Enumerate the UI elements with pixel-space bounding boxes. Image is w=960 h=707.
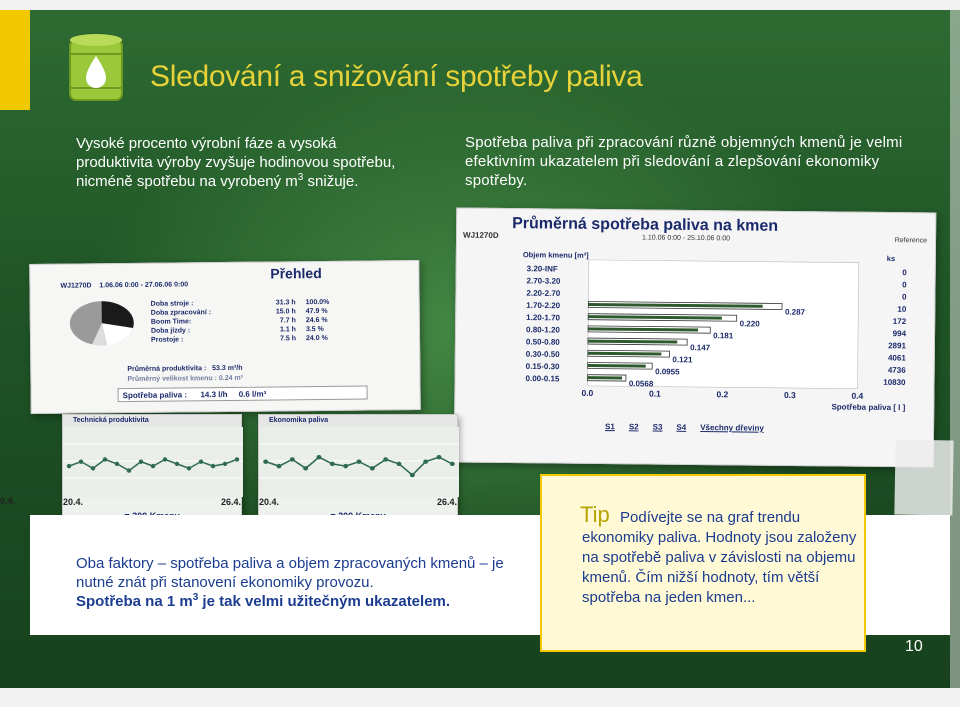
overview-fuel-m3: 0.6 l/m³ (238, 389, 267, 399)
avg-chart-plot (517, 249, 919, 423)
tech-point (139, 459, 143, 463)
econ-chart-title: Ekonomika paliva (259, 415, 457, 427)
econ-point (383, 457, 388, 461)
avg-x-tick: 0.1 (648, 388, 661, 399)
avg-category-label: 0.15-0.30 (525, 361, 560, 372)
avg-legend-item[interactable]: S4 (676, 422, 687, 432)
avg-category-label: 0.00-0.15 (525, 374, 560, 384)
tech-point (151, 464, 155, 468)
avg-ks-value: 994 (892, 329, 907, 339)
overview-row-value: 7.5 h (280, 335, 297, 343)
avg-category-label: 0.30-0.50 (525, 349, 560, 359)
avg-category-label: 2.70-3.20 (526, 276, 561, 286)
econ-point (370, 466, 375, 470)
econ-chart-plot (259, 427, 459, 497)
econ-point (330, 462, 335, 466)
tip-box (540, 474, 866, 652)
overview-machine: WJ1270D (60, 282, 92, 290)
avg-chart-reference: Reference (894, 237, 928, 245)
avg-ks-value: 0 (902, 280, 907, 290)
avg-category-label: 0.50-0.80 (525, 337, 560, 347)
avg-ks-value: 0 (901, 292, 907, 302)
avg-plot-area (587, 260, 858, 389)
econ-point (317, 455, 322, 459)
avg-x-tick: 0.0 (581, 387, 594, 398)
econ-point (263, 459, 268, 463)
avg-x-tick: 0.3 (783, 389, 796, 401)
tech-point (115, 462, 119, 466)
bottom-note-sup: 3 (192, 592, 199, 603)
econ-point (277, 464, 282, 468)
overview-row-pct: 47.9 % (305, 307, 328, 316)
page-title: Sledování a snižování spotřeby paliva (150, 60, 643, 93)
avg-legend-item[interactable]: S3 (652, 422, 663, 432)
bottom-strip (0, 688, 960, 707)
avg-x-label: Spotřeba paliva [ l ] (831, 402, 906, 413)
tech-point (235, 457, 239, 461)
tech-point (199, 459, 203, 463)
overview-fuel-box (118, 386, 368, 403)
overview-row (151, 333, 371, 344)
tip-text: Podívejte se na graf trendu ekonomiky paliva. Hodnoty jsou založeny na spotřebě paliva v závislosti na objemu kmenů. Čím nižší hodnoty, tím větší spotřeba na jeden kmen... (582, 509, 857, 606)
avg-ks-header: ks (886, 254, 896, 264)
fuel-barrel-icon (64, 32, 128, 104)
tech-chart-plot (63, 427, 243, 497)
overview-row-value: 1.1 h (279, 326, 296, 334)
avg-chart-legend (605, 422, 778, 433)
tech-point (223, 462, 227, 466)
econ-point (343, 464, 348, 468)
econ-point (397, 462, 402, 466)
intro-left-sup: 3 (297, 172, 304, 183)
avg-legend-item[interactable]: S2 (628, 422, 639, 432)
avg-x-tick: 0.4 (851, 390, 864, 401)
avg-ks-value: 172 (892, 316, 907, 327)
tech-point (103, 457, 107, 461)
avg-category-label: 3.20-INF (526, 264, 558, 274)
econ-point (423, 459, 428, 463)
overview-rows (151, 297, 371, 344)
overview-pie (67, 298, 138, 349)
avg-bar (588, 376, 623, 379)
avg-category-label: 0.80-1.20 (526, 325, 560, 335)
avg-bar-value-label: 0.0568 (628, 379, 654, 389)
overview-fuel-value: 14.3 l/h (200, 389, 228, 400)
avg-bar-value-label: 0.121 (672, 355, 693, 365)
econ-point (410, 473, 415, 477)
tech-chart-title: Technická produktivita (63, 415, 241, 427)
right-edge (950, 10, 960, 688)
tech-point (175, 462, 179, 466)
overview-row-label: Prostoje : (150, 336, 184, 344)
edge-axis-label: 0.4. (0, 496, 16, 506)
avg-ks-value: 4736 (887, 365, 906, 375)
avg-ks-value: 0 (902, 268, 907, 278)
avg-chart-date-range: 1.10.06 0:00 - 25.10.06 0:00 (642, 234, 731, 243)
avg-bar-value-label: 0.147 (690, 343, 711, 353)
overview-title: Přehled (270, 264, 322, 282)
overview-row-pct: 24.0 % (305, 334, 328, 343)
tech-point (211, 464, 215, 468)
overview-row-label: Doba zpracování : (150, 309, 212, 317)
tech-productivity-chart (62, 414, 242, 524)
avg-legend-item[interactable]: Všechny dřeviny (700, 423, 764, 433)
econ-chart-x-start: 20.4. (259, 497, 280, 507)
avg-bar-value-label: 0.287 (784, 307, 806, 317)
econ-chart-x-end: 26.4. (436, 497, 457, 507)
overview-date-range: 1.06.06 0:00 - 27.06.06 0:00 (99, 281, 189, 290)
fuel-economy-chart (258, 414, 458, 524)
tech-plot-bg (63, 427, 243, 497)
avg-legend-item[interactable]: S1 (605, 422, 615, 432)
overview-row-value: 31.3 h (275, 299, 296, 307)
intro-left-main: Vysoké procento výrobní fáze a vysoká produktivita výroby zvyšuje hodinovou spotřebu, nicméně spotřebu na vyrobený m (76, 135, 396, 190)
avg-ks-value: 4061 (887, 353, 906, 363)
intro-right-text: Spotřeba paliva při zpracování různě objemných kmenů je velmi efektivním ukazatelem při sledování a zlepšování ekonomiky spotřeby. (465, 134, 903, 189)
tech-point (163, 457, 167, 461)
avg-bar (588, 364, 646, 368)
avg-x-tick: 0.2 (716, 389, 729, 400)
overview-row-value: 7.7 h (279, 317, 296, 325)
avg-bar-value-label: 0.220 (739, 319, 760, 329)
overview-row-label: Doba stroje : (150, 300, 194, 308)
avg-consumption-chart (454, 207, 937, 467)
bottom-note-bold (76, 593, 450, 610)
tech-point (187, 466, 191, 470)
avg-chart-title: Průměrná spotřeba paliva na kmen (512, 215, 779, 235)
tech-chart-x-start: 20.4. (63, 497, 84, 507)
page-number: 10 (905, 638, 923, 655)
avg-category-label: 1.70-2.20 (526, 300, 561, 311)
intro-left-text (76, 134, 396, 191)
overview-row-pct: 3.5 % (305, 325, 324, 334)
avg-chart-machine: WJ1270D (463, 230, 499, 240)
bottom-note-bold-prefix: Spotřeba na 1 m (76, 593, 193, 610)
bottom-note-line1: Oba faktory – spotřeba paliva a objem zpracovaných kmenů – je nutné znát při stanovení ekonomiky provozu. (76, 555, 504, 591)
tech-point (91, 466, 95, 470)
faded-panel (894, 439, 953, 515)
overview-productivity (127, 365, 242, 373)
tech-point (79, 459, 83, 463)
avg-y-header: Objem kmenu [m³] (522, 250, 589, 260)
overview-panel (29, 260, 421, 414)
bottom-note-bold-suffix: je tak velmi užitečným ukazatelem. (198, 593, 451, 610)
tech-point (127, 468, 131, 472)
avg-ks-value: 10 (897, 304, 907, 314)
tip-label: Tip (580, 502, 610, 527)
overview-row-pct: 100.0% (305, 298, 330, 307)
avg-ks-value: 2891 (888, 341, 906, 351)
overview-header (60, 281, 188, 289)
overview-row-label: Boom Time: (150, 318, 192, 326)
accent-bar (0, 10, 30, 110)
avg-bar-value-label: 0.0955 (655, 367, 680, 377)
overview-productivity-label: Průměrná produktivita : (127, 365, 207, 374)
overview-row-label: Doba jízdy : (150, 327, 191, 335)
avg-category-label: 1.20-1.70 (526, 313, 561, 323)
tech-chart-x-end: 26.4. (220, 497, 241, 507)
overview-productivity-value: 53.3 m³/h (212, 364, 243, 373)
tech-point (67, 464, 71, 468)
top-strip (0, 0, 960, 10)
bottom-note (76, 554, 526, 611)
econ-point (303, 466, 308, 470)
econ-point (450, 462, 455, 466)
intro-left-tail: snižuje. (303, 173, 359, 190)
econ-point (437, 455, 442, 459)
overview-second-line: Průměrný velikost kmenu : 0.24 m³ (127, 374, 244, 384)
overview-row-value: 15.0 h (275, 308, 296, 316)
econ-point (357, 459, 362, 463)
econ-point (290, 457, 295, 461)
avg-bar-value-label: 0.181 (713, 331, 734, 341)
avg-ks-value: 10830 (883, 377, 906, 388)
overview-row-pct: 24.6 % (305, 316, 328, 325)
avg-category-label: 2.20-2.70 (526, 288, 561, 298)
overview-fuel-label: Spotřeba paliva : (122, 390, 188, 401)
